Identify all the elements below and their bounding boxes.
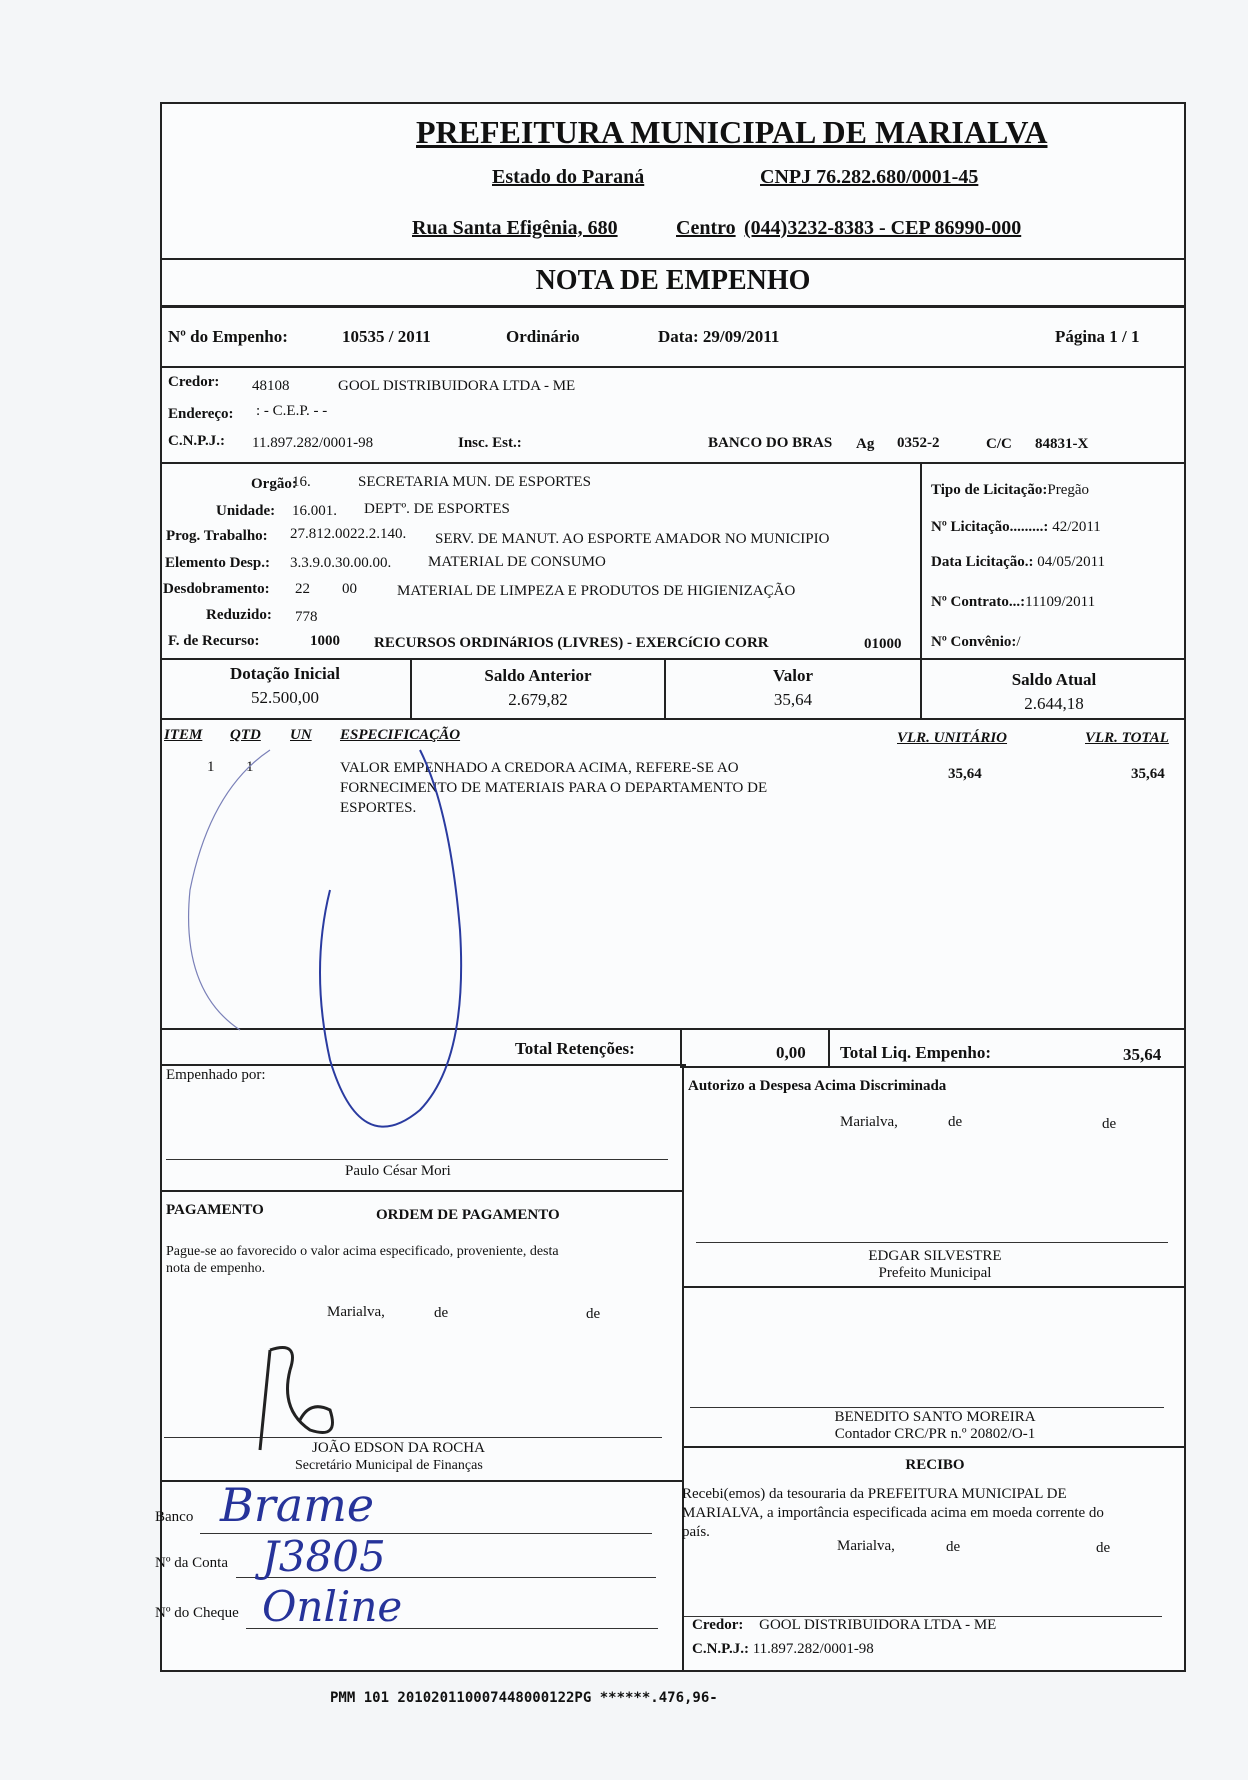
contador-name: BENEDITO SANTO MOREIRA — [834, 1409, 1036, 1425]
empenho-type: Ordinário — [506, 327, 580, 346]
empenho-label: Nº do Empenho: — [168, 327, 288, 346]
desdobramento-name: MATERIAL DE LIMPEZA E PRODUTOS DE HIGIENIZAÇÃO — [397, 583, 796, 599]
ag-label: Ag — [856, 436, 875, 452]
bank-name: BANCO DO BRAS — [708, 435, 833, 451]
cnpj-value: 11.897.282/0001-98 — [252, 435, 374, 451]
cnpj-label: C.N.P.J.: — [168, 433, 225, 449]
state-label: Estado do Paraná — [492, 166, 645, 188]
elemento-code: 3.3.9.0.30.00.00. — [290, 555, 392, 571]
doc-title: NOTA DE EMPENHO — [535, 265, 811, 296]
recurso-label: F. de Recurso: — [168, 633, 260, 649]
row-unit-value: 35,64 — [948, 766, 982, 782]
row-desc-line1: VALOR EMPENHADO A CREDORA ACIMA, REFERE-SE AO — [340, 760, 739, 776]
autorizo-de1: de — [948, 1114, 963, 1130]
credor-label: Credor: — [168, 374, 220, 390]
tipo-licitacao: Tipo de Licitação:Pregão — [931, 482, 1090, 498]
reduzido-label: Reduzido: — [206, 607, 272, 623]
col-vlr-unitario: VLR. UNITÁRIO — [897, 730, 1008, 746]
org-title: PREFEITURA MUNICIPAL DE MARIALVA — [416, 114, 1048, 150]
banco-label: Banco — [155, 1509, 194, 1525]
recibo-line-3: país. — [682, 1524, 710, 1540]
row-desc-line3: ESPORTES. — [340, 800, 417, 816]
reduzido-value: 778 — [295, 609, 318, 625]
insc-label: Insc. Est.: — [458, 435, 522, 451]
autorizo-city: Marialva, — [840, 1114, 898, 1130]
cheque-label: Nº do Cheque — [155, 1605, 239, 1621]
pagamento-label: PAGAMENTO — [166, 1202, 264, 1218]
desdobramento-b: 00 — [342, 581, 357, 597]
col-vlr-total: VLR. TOTAL — [1085, 730, 1169, 746]
recibo-de2: de — [1096, 1540, 1111, 1556]
prog-label: Prog. Trabalho: — [166, 528, 268, 544]
saldo-anterior-label: Saldo Anterior — [484, 666, 592, 685]
orgao-code: 16. — [292, 474, 311, 490]
num-contrato: Nº Contrato...:11109/2011 — [931, 594, 1096, 610]
valor-value: 35,64 — [773, 690, 813, 709]
orgao-name: SECRETARIA MUN. DE ESPORTES — [358, 474, 591, 490]
recibo-cnpj: C.N.P.J.: 11.897.282/0001-98 — [692, 1641, 874, 1657]
col-un: UN — [290, 727, 312, 743]
secretary-signature — [250, 1330, 380, 1460]
total-retencoes-value: 0,00 — [776, 1043, 806, 1062]
credor-code: 48108 — [252, 378, 290, 394]
mayor-title: Prefeito Municipal — [878, 1265, 992, 1281]
mayor-name: EDGAR SILVESTRE — [868, 1248, 1002, 1264]
valor-label: Valor — [773, 666, 813, 685]
pagamento-text-1: Pague-se ao favorecido o valor acima especificado, proveniente, desta — [166, 1244, 559, 1259]
total-liq-label: Total Liq. Empenho: — [840, 1043, 991, 1062]
prog-code: 27.812.0022.2.140. — [290, 526, 407, 542]
dotacao-label: Dotação Inicial — [229, 664, 341, 683]
secretary-name: JOÃO EDSON DA ROCHA — [312, 1440, 485, 1456]
data-licitacao: Data Licitação.: 04/05/2011 — [931, 554, 1106, 570]
desdobramento-label: Desdobramento: — [163, 581, 270, 597]
row-total-value: 35,64 — [1131, 766, 1165, 782]
banco-handwriting: Brame — [220, 1478, 375, 1532]
footer-code: PMM 101 201020110007448000122PG ******.476,96- — [330, 1690, 718, 1706]
col-qtd: QTD — [230, 727, 261, 743]
recurso-code: 1000 — [310, 633, 340, 649]
address-value: : - C.E.P. - - — [256, 403, 328, 419]
contador-title: Contador CRC/PR n.º 20802/O-1 — [834, 1426, 1036, 1442]
prog-name: SERV. DE MANUT. AO ESPORTE AMADOR NO MUNICIPIO — [435, 531, 830, 547]
recibo-credor: Credor: GOOL DISTRIBUIDORA LTDA - ME — [692, 1617, 997, 1633]
recibo-line-2: MARIALVA, a importância especificada acima em moeda corrente do — [682, 1505, 1104, 1521]
col-item: ITEM — [164, 727, 203, 743]
elemento-label: Elemento Desp.: — [165, 555, 270, 571]
total-retencoes-label: Total Retenções: — [515, 1039, 635, 1058]
saldo-anterior-value: 2.679,82 — [508, 690, 568, 709]
row-qtd: 1 — [246, 759, 254, 775]
orgao-label: Orgão: — [251, 476, 297, 492]
recibo-line-1: Recebi(emos) da tesouraria da PREFEITURA MUNICIPAL DE — [682, 1486, 1067, 1502]
ordem-pagamento-label: ORDEM DE PAGAMENTO — [376, 1207, 560, 1223]
signature-scribble — [180, 730, 500, 1150]
pagamento-city: Marialva, — [327, 1304, 385, 1320]
credor-name: GOOL DISTRIBUIDORA LTDA - ME — [338, 378, 576, 394]
autorizo-label: Autorizo a Despesa Acima Discriminada — [688, 1078, 947, 1094]
page-indicator: Página 1 / 1 — [1055, 327, 1140, 346]
saldo-atual-label: Saldo Atual — [1011, 670, 1097, 689]
recibo-de1: de — [946, 1539, 961, 1555]
recurso-name: RECURSOS ORDINáRIOS (LIVRES) - EXERCíCIO CORR — [374, 635, 769, 651]
cnpj-header: CNPJ 76.282.680/0001-45 — [760, 166, 979, 188]
recibo-label: RECIBO — [905, 1457, 965, 1473]
empenhado-label: Empenhado por: — [166, 1067, 266, 1083]
elemento-name: MATERIAL DE CONSUMO — [428, 554, 606, 570]
pagamento-text-2: nota de empenho. — [166, 1261, 266, 1276]
total-liq-value: 35,64 — [1123, 1045, 1162, 1064]
recurso-sub: 01000 — [864, 636, 902, 652]
dotacao-value: 52.500,00 — [251, 688, 319, 707]
pagamento-de1: de — [434, 1305, 449, 1321]
col-especificacao: ESPECIFICAÇÃO — [340, 727, 461, 743]
ag-value: 0352-2 — [897, 435, 940, 451]
phone-cep-label: (044)3232-8383 - CEP 86990-000 — [744, 217, 1022, 239]
empenho-date: Data: 29/09/2011 — [658, 327, 780, 346]
autorizo-de2: de — [1102, 1116, 1117, 1132]
conta-label: Nº da Conta — [155, 1555, 228, 1571]
num-licitacao: Nº Licitação.........: 42/2011 — [931, 519, 1101, 535]
saldo-atual-value: 2.644,18 — [1024, 694, 1084, 713]
cheque-handwriting: Online — [262, 1582, 403, 1631]
unidade-name: DEPTº. DE ESPORTES — [364, 501, 510, 517]
conta-handwriting: J3805 — [262, 1532, 386, 1581]
row-desc-line2: FORNECIMENTO DE MATERIAIS PARA O DEPARTAMENTO DE — [340, 780, 768, 796]
street-label: Rua Santa Efigênia, 680 — [412, 217, 618, 239]
cc-label: C/C — [986, 436, 1012, 452]
pagamento-de2: de — [586, 1306, 601, 1322]
unidade-code: 16.001. — [292, 503, 337, 519]
num-convenio: Nº Convênio:/ — [931, 634, 1021, 650]
recibo-city: Marialva, — [837, 1538, 895, 1554]
address-label: Endereço: — [168, 406, 234, 422]
desdobramento-a: 22 — [295, 581, 310, 597]
empenhado-name: Paulo César Mori — [345, 1163, 451, 1179]
unidade-label: Unidade: — [216, 503, 276, 519]
cc-value: 84831-X — [1035, 436, 1089, 452]
district-label: Centro — [676, 217, 736, 239]
empenho-number: 10535 / 2011 — [342, 327, 431, 346]
row-item: 1 — [207, 759, 215, 775]
secretary-title: Secretário Municipal de Finanças — [295, 1458, 483, 1473]
